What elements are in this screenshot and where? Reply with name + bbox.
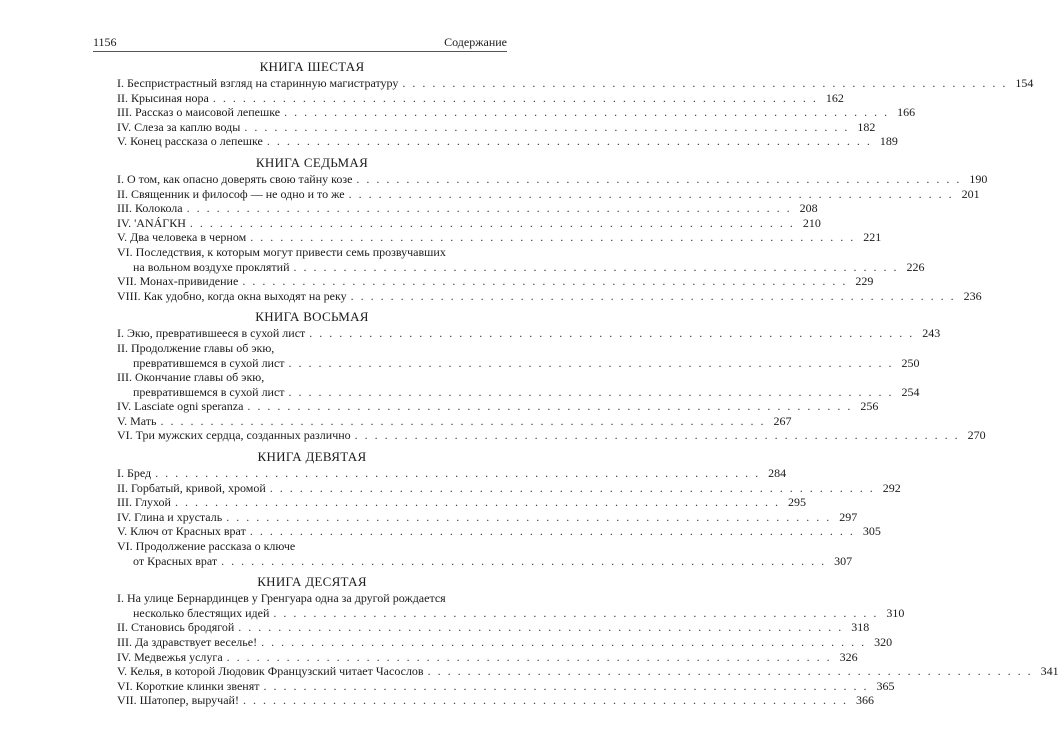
- chapter-title-line: I. Экю, превратившееся в сухой лист: [117, 326, 306, 341]
- dot-leader: . . . . . . . . . . . . . . . . . . . . . . . . . . . . . . . . . . . . . . . . . . . . . . . . . . . . . . . . . . . . .: [269, 480, 875, 495]
- chapter-title-line: III. Колокола: [117, 201, 183, 216]
- toc-entry[interactable]: [117, 495, 806, 510]
- running-title: Содержание: [444, 35, 507, 49]
- dot-leader: . . . . . . . . . . . . . . . . . . . . . . . . . . . . . . . . . . . . . . . . . . . . . . . . . . . . . . . . . . . . .: [309, 326, 915, 341]
- chapter-page-number: 210: [802, 215, 821, 230]
- dot-leader: . . . . . . . . . . . . . . . . . . . . . . . . . . . . . . . . . . . . . . . . . . . . . . . . . . . . . . . . . . . . .: [226, 509, 832, 524]
- chapter-title-line: IV. Lasciate ogni speranza: [117, 399, 244, 414]
- toc-entry[interactable]: [117, 649, 858, 665]
- chapter-page-number: 365: [876, 678, 895, 693]
- chapter-page-number: 267: [773, 413, 792, 428]
- dot-leader: . . . . . . . . . . . . . . . . . . . . . . . . . . . . . . . . . . . . . . . . . . . . . . . . . . . . . . . . . . . . .: [427, 664, 1033, 679]
- dot-leader: . . . . . . . . . . . . . . . . . . . . . . . . . . . . . . . . . . . . . . . . . . . . . . . . . . . . . . . . . . . . .: [249, 524, 855, 539]
- dot-leader: . . . . . . . . . . . . . . . . . . . . . . . . . . . . . . . . . . . . . . . . . . . . . . . . . . . . . . . . . . . . .: [155, 466, 761, 481]
- chapter-page-number: 326: [839, 649, 858, 664]
- dot-leader: . . . . . . . . . . . . . . . . . . . . . . . . . . . . . . . . . . . . . . . . . . . . . . . . . . . . . . . . . . . . .: [266, 134, 872, 149]
- chapter-title-line: V. Мать: [117, 413, 157, 428]
- chapter-title-line: V. Конец рассказа о лепешке: [117, 134, 263, 149]
- toc-entry[interactable]: [117, 326, 941, 341]
- dot-leader: . . . . . . . . . . . . . . . . . . . . . . . . . . . . . . . . . . . . . . . . . . . . . . . . . . . . . . . . . . . . .: [242, 274, 848, 289]
- page-number: 1156: [93, 35, 117, 49]
- toc-entry[interactable]: [117, 524, 881, 539]
- toc-entry[interactable]: [117, 186, 980, 202]
- chapter-title-line: на вольном воздухе проклятий: [133, 259, 290, 274]
- toc-entry[interactable]: [117, 340, 920, 370]
- book-section: [117, 154, 988, 303]
- dot-leader: . . . . . . . . . . . . . . . . . . . . . . . . . . . . . . . . . . . . . . . . . . . . . . . . . . . . . . . . . . . . .: [226, 649, 832, 664]
- chapter-title-line: V. Два человека в черном: [117, 230, 247, 245]
- book-title: КНИГА СЕДЬМАЯ: [255, 154, 369, 170]
- dot-leader: . . . . . . . . . . . . . . . . . . . . . . . . . . . . . . . . . . . . . . . . . . . . . . . . . . . . . . . . . . . . .: [189, 215, 795, 230]
- dot-leader: . . . . . . . . . . . . . . . . . . . . . . . . . . . . . . . . . . . . . . . . . . . . . . . . . . . . . . . . . . . . .: [174, 495, 780, 510]
- chapter-title-line: II. Священник и философ — не одно и то же: [117, 186, 345, 201]
- dot-leader: . . . . . . . . . . . . . . . . . . . . . . . . . . . . . . . . . . . . . . . . . . . . . . . . . . . . . . . . . . . . .: [350, 288, 956, 303]
- chapter-page-number: 366: [855, 693, 874, 708]
- book-title: КНИГА ВОСЬМАЯ: [255, 309, 369, 325]
- chapter-page-number: 295: [787, 495, 806, 510]
- chapter-title-line: IV. Глина и хрусталь: [117, 509, 223, 524]
- toc-entry[interactable]: [117, 76, 1034, 91]
- toc-entry[interactable]: [117, 215, 821, 231]
- chapter-page-number: 341: [1040, 664, 1059, 679]
- dot-leader: . . . . . . . . . . . . . . . . . . . . . . . . . . . . . . . . . . . . . . . . . . . . . . . . . . . . . . . . . . . . .: [250, 230, 856, 245]
- toc-entry[interactable]: [117, 678, 895, 694]
- chapter-title-line: V. Ключ от Красных врат: [117, 524, 246, 539]
- chapter-page-number: 229: [855, 274, 874, 289]
- dot-leader: . . . . . . . . . . . . . . . . . . . . . . . . . . . . . . . . . . . . . . . . . . . . . . . . . . . . . . . . . . . . .: [288, 355, 894, 370]
- chapter-page-number: 305: [862, 524, 881, 539]
- dot-leader: . . . . . . . . . . . . . . . . . . . . . . . . . . . . . . . . . . . . . . . . . . . . . . . . . . . . . . . . . . . . .: [402, 76, 1008, 90]
- book-section: [117, 308, 986, 443]
- chapter-page-number: 297: [839, 509, 858, 524]
- table-of-contents: [117, 58, 1059, 708]
- toc-entry[interactable]: [117, 105, 916, 120]
- chapter-title-line: II. Становись бродягой: [117, 620, 235, 635]
- chapter-title-line: VII. Монах-привидение: [117, 274, 239, 289]
- chapter-page-number: 307: [834, 553, 853, 568]
- dot-leader: . . . . . . . . . . . . . . . . . . . . . . . . . . . . . . . . . . . . . . . . . . . . . . . . . . . . . . . . . . . . .: [354, 428, 960, 443]
- chapter-title-line: превратившемся в сухой лист: [133, 355, 285, 370]
- chapter-title-line: несколько блестящих идей: [133, 605, 270, 620]
- dot-leader: . . . . . . . . . . . . . . . . . . . . . . . . . . . . . . . . . . . . . . . . . . . . . . . . . . . . . . . . . . . . .: [244, 119, 850, 134]
- dot-leader: . . . . . . . . . . . . . . . . . . . . . . . . . . . . . . . . . . . . . . . . . . . . . . . . . . . . . . . . . . . . .: [221, 553, 827, 568]
- chapter-page-number: 254: [901, 384, 920, 399]
- toc-entry[interactable]: [117, 134, 898, 149]
- chapter-title-line: превратившемся в сухой лист: [133, 384, 285, 399]
- toc-entry[interactable]: [117, 591, 905, 620]
- dot-leader: . . . . . . . . . . . . . . . . . . . . . . . . . . . . . . . . . . . . . . . . . . . . . . . . . . . . . . . . . . . . .: [261, 635, 867, 649]
- page-header: [93, 33, 507, 52]
- toc-entry[interactable]: [117, 201, 818, 216]
- toc-entry[interactable]: [117, 90, 844, 106]
- chapter-title-line: I. Беспристрастный взгляд на старинную магистратуру: [117, 76, 399, 90]
- chapter-title-line: II. Горбатый, кривой, хромой: [117, 480, 266, 495]
- chapter-title-line: IV. Слеза за каплю воды: [117, 119, 241, 134]
- chapter-title-line: IV. 'ANÁГКН: [117, 215, 186, 230]
- chapter-page-number: 208: [799, 201, 818, 216]
- toc-entry[interactable]: [117, 539, 853, 568]
- book-title: КНИГА ШЕСТАЯ: [259, 59, 365, 74]
- toc-entry[interactable]: [117, 635, 893, 650]
- chapter-page-number: 226: [906, 259, 925, 274]
- toc-entry[interactable]: [117, 693, 874, 708]
- toc-entry[interactable]: [117, 413, 792, 429]
- chapter-page-number: 256: [860, 399, 879, 414]
- chapter-page-number: 318: [851, 620, 870, 635]
- chapter-page-number: 270: [967, 428, 986, 443]
- dot-leader: . . . . . . . . . . . . . . . . . . . . . . . . . . . . . . . . . . . . . . . . . . . . . . . . . . . . . . . . . . . . .: [242, 693, 848, 708]
- chapter-title-line: VI. Продолжение рассказа о ключе: [117, 539, 296, 554]
- toc-entry[interactable]: [117, 370, 920, 399]
- dot-leader: . . . . . . . . . . . . . . . . . . . . . . . . . . . . . . . . . . . . . . . . . . . . . . . . . . . . . . . . . . . . .: [348, 186, 954, 201]
- book-title: КНИГА ДЕВЯТАЯ: [257, 449, 367, 465]
- toc-entry[interactable]: [117, 274, 874, 289]
- book-title: КНИГА ДЕСЯТАЯ: [257, 574, 367, 590]
- chapter-page-number: 182: [857, 119, 876, 134]
- chapter-title-line: VII. Шатопер, выручай!: [117, 693, 239, 708]
- chapter-title-line: III. Окончание главы об экю,: [117, 370, 265, 385]
- toc-entry[interactable]: [117, 288, 982, 304]
- book-section: [117, 573, 1059, 708]
- chapter-title-line: VI. Последствия, к которым могут привести семь прозвучавших: [117, 244, 446, 259]
- dot-leader: . . . . . . . . . . . . . . . . . . . . . . . . . . . . . . . . . . . . . . . . . . . . . . . . . . . . . . . . . . . . .: [247, 399, 853, 414]
- toc-entry[interactable]: [117, 466, 787, 481]
- chapter-page-number: 154: [1015, 76, 1034, 90]
- chapter-page-number: 310: [886, 605, 905, 620]
- toc-entry[interactable]: [117, 399, 879, 414]
- toc-entry[interactable]: [117, 480, 901, 496]
- dot-leader: . . . . . . . . . . . . . . . . . . . . . . . . . . . . . . . . . . . . . . . . . . . . . . . . . . . . . . . . . . . . .: [160, 413, 766, 428]
- toc-entry[interactable]: [117, 664, 1059, 679]
- chapter-title-line: VIII. Как удобно, когда окна выходят на реку: [117, 288, 347, 303]
- chapter-page-number: 243: [922, 326, 941, 341]
- toc-entry[interactable]: [117, 428, 986, 443]
- book-section: [117, 58, 1034, 149]
- chapter-page-number: 221: [863, 230, 882, 245]
- chapter-title-line: III. Да здравствует веселье!: [117, 635, 258, 649]
- toc-entry[interactable]: [117, 119, 876, 135]
- toc-entry[interactable]: [117, 509, 858, 525]
- chapter-title-line: II. Крысиная нора: [117, 90, 209, 105]
- chapter-page-number: 292: [882, 480, 901, 495]
- chapter-title-line: II. Продолжение главы об экю,: [117, 340, 275, 355]
- chapter-page-number: 320: [874, 635, 893, 649]
- dot-leader: . . . . . . . . . . . . . . . . . . . . . . . . . . . . . . . . . . . . . . . . . . . . . . . . . . . . . . . . . . . . .: [263, 678, 869, 693]
- chapter-title-line: VI. Три мужских сердца, созданных различно: [117, 428, 351, 443]
- chapter-page-number: 250: [901, 355, 920, 370]
- chapter-title-line: IV. Медвежья услуга: [117, 649, 223, 664]
- chapter-title-line: V. Келья, в которой Людовик Французский читает Часослов: [117, 664, 424, 679]
- book-section: [117, 448, 901, 568]
- toc-entry[interactable]: [117, 230, 882, 245]
- dot-leader: . . . . . . . . . . . . . . . . . . . . . . . . . . . . . . . . . . . . . . . . . . . . . . . . . . . . . . . . . . . . .: [212, 90, 818, 105]
- dot-leader: . . . . . . . . . . . . . . . . . . . . . . . . . . . . . . . . . . . . . . . . . . . . . . . . . . . . . . . . . . . . .: [356, 171, 962, 186]
- chapter-title-line: I. На улице Бернардинцев у Гренгуара одна за другой рождается: [117, 591, 446, 606]
- chapter-page-number: 284: [768, 466, 787, 481]
- chapter-page-number: 201: [961, 186, 980, 201]
- chapter-title-line: III. Рассказ о маисовой лепешке: [117, 105, 281, 120]
- chapter-title-line: I. Бред: [117, 466, 152, 481]
- chapter-title-line: от Красных врат: [133, 553, 218, 568]
- dot-leader: . . . . . . . . . . . . . . . . . . . . . . . . . . . . . . . . . . . . . . . . . . . . . . . . . . . . . . . . . . . . .: [238, 620, 844, 635]
- toc-entry[interactable]: [117, 620, 870, 635]
- dot-leader: . . . . . . . . . . . . . . . . . . . . . . . . . . . . . . . . . . . . . . . . . . . . . . . . . . . . . . . . . . . . .: [293, 259, 899, 274]
- chapter-page-number: 190: [969, 171, 988, 186]
- chapter-page-number: 166: [897, 105, 916, 120]
- chapter-title-line: VI. Короткие клинки звенят: [117, 678, 260, 693]
- chapter-title-line: I. О том, как опасно доверять свою тайну козе: [117, 171, 353, 186]
- dot-leader: . . . . . . . . . . . . . . . . . . . . . . . . . . . . . . . . . . . . . . . . . . . . . . . . . . . . . . . . . . . . .: [284, 105, 890, 120]
- dot-leader: . . . . . . . . . . . . . . . . . . . . . . . . . . . . . . . . . . . . . . . . . . . . . . . . . . . . . . . . . . . . .: [288, 384, 894, 399]
- chapter-page-number: 162: [825, 90, 844, 105]
- toc-entry[interactable]: [117, 171, 988, 187]
- chapter-page-number: 236: [963, 288, 982, 303]
- dot-leader: . . . . . . . . . . . . . . . . . . . . . . . . . . . . . . . . . . . . . . . . . . . . . . . . . . . . . . . . . . . . .: [186, 201, 792, 216]
- chapter-title-line: III. Глухой: [117, 495, 171, 510]
- toc-entry[interactable]: [117, 244, 925, 274]
- chapter-page-number: 189: [879, 134, 898, 149]
- dot-leader: . . . . . . . . . . . . . . . . . . . . . . . . . . . . . . . . . . . . . . . . . . . . . . . . . . . . . . . . . . . . .: [273, 605, 879, 620]
